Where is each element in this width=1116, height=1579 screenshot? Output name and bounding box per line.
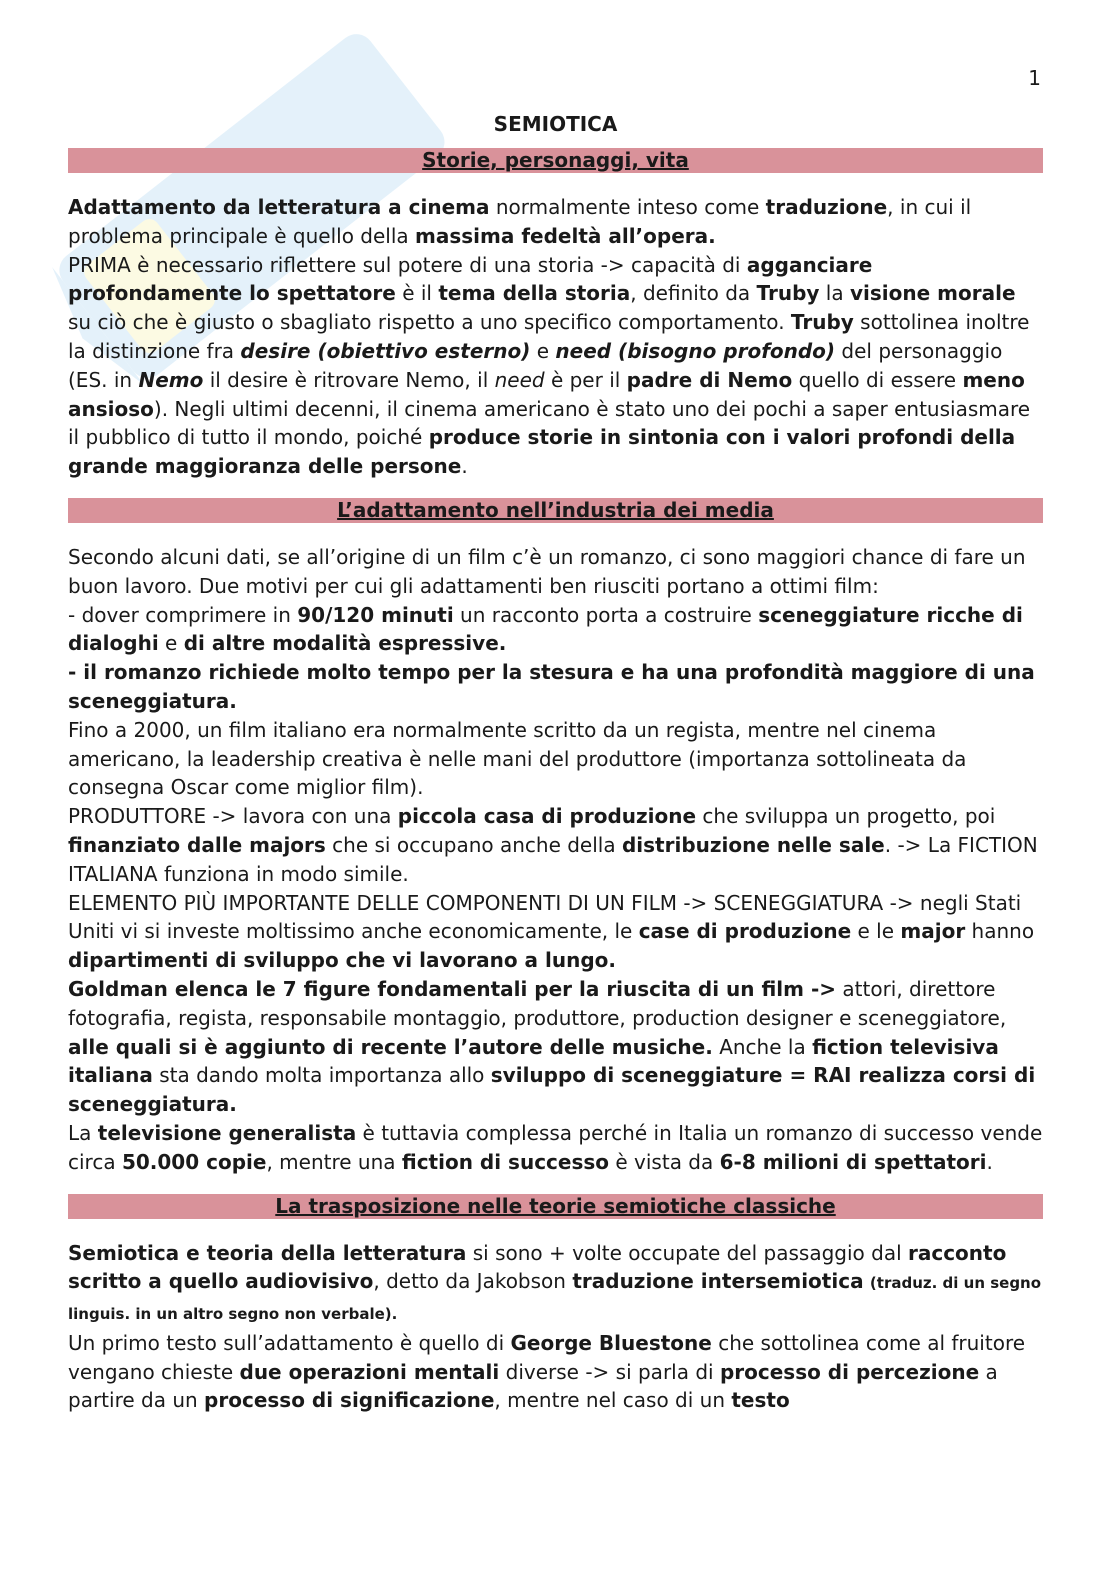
bold-text: produce storie in sintonia con i valori profondi della grande maggioranza delle persone bbox=[68, 425, 1016, 479]
bold-text: visione morale bbox=[849, 281, 1016, 306]
bold-text: due operazioni mentali bbox=[239, 1359, 500, 1384]
text-run: , detto da Jakobson bbox=[373, 1269, 573, 1294]
text-run: il desire è ritrovare Nemo, il bbox=[203, 367, 495, 392]
text-run: è per il bbox=[544, 367, 627, 392]
text-run: che sviluppa un progetto, poi bbox=[696, 804, 996, 829]
bold-text: fiction di successo bbox=[401, 1149, 610, 1174]
bold-text: sviluppo di sceneggiature = RAI realizza corsi di sceneggiatura. bbox=[68, 1063, 1036, 1117]
section-header: La trasposizione nelle teorie semiotiche classiche bbox=[68, 1194, 1043, 1219]
bold-text: alle quali si è aggiunto di recente l’autore delle musiche. bbox=[68, 1034, 713, 1059]
text-run: su ciò che è giusto o sbagliato rispetto a uno specifico comportamento. bbox=[68, 310, 791, 335]
text-run: , in cui il problema principale è quello della bbox=[68, 195, 972, 248]
bold-text: 90/120 minuti bbox=[297, 602, 454, 627]
section-body bbox=[68, 543, 1043, 1177]
bold-text: Goldman elenca le 7 figure fondamentali per la riuscita di un film -> bbox=[68, 976, 837, 1001]
bold-text: agganciare profondamente lo spettatore bbox=[68, 252, 873, 306]
document-title: SEMIOTICA bbox=[493, 112, 618, 136]
text-run: PRODUTTORE -> lavora con una bbox=[68, 804, 398, 829]
paragraph bbox=[68, 658, 1043, 716]
bold-text: (traduz. di un segno linguis. in un altro segno non verbale). bbox=[68, 1274, 1042, 1324]
bold-text: televisione generalista bbox=[97, 1120, 357, 1145]
bold-text: Truby bbox=[790, 310, 854, 335]
bold-text: meno ansioso bbox=[68, 367, 1025, 421]
paragraph bbox=[68, 193, 1043, 251]
text-run: attori, direttore fotografia, regista, responsabile montaggio, produttore, production designer e sceneggiatore, bbox=[68, 976, 1007, 1030]
text-run: - dover comprimere in bbox=[68, 602, 298, 627]
paragraph bbox=[68, 1329, 1043, 1415]
bold-text: piccola casa di produzione bbox=[397, 804, 697, 829]
bold-text: padre di Nemo bbox=[626, 367, 793, 392]
bold-text: traduzione bbox=[765, 195, 888, 219]
bold-text: dipartimenti di sviluppo che vi lavorano a lungo. bbox=[68, 948, 616, 973]
text-run: ). Negli ultimi decenni, il cinema americano è stato uno dei pochi a saper entusiasmare il pubblico di tutto il mondo, poiché bbox=[68, 396, 1031, 450]
text-run: hanno bbox=[965, 919, 1035, 944]
sections-container bbox=[68, 148, 1043, 1415]
text-run: , mentre nel caso di un bbox=[494, 1388, 732, 1413]
text-run: quello di essere bbox=[792, 367, 963, 392]
text-run: che sottolinea come al fruitore vengano chieste bbox=[68, 1330, 1026, 1384]
text-run: . bbox=[461, 454, 468, 479]
text-run: a partire da un bbox=[68, 1359, 998, 1413]
bold-text: processo di significazione bbox=[204, 1388, 495, 1413]
bold-text: Truby bbox=[756, 281, 820, 306]
bold-text: case di produzione bbox=[638, 919, 852, 944]
bold-text: finanziato dalle majors bbox=[68, 832, 326, 857]
paragraph bbox=[68, 1119, 1043, 1177]
text-run: è il bbox=[395, 281, 439, 306]
bold-text: di altre modalità espressive. bbox=[183, 631, 507, 656]
bold-text: - il romanzo richiede molto tempo per la stesura e ha una profondità maggiore di una sceneggiatura. bbox=[68, 660, 1035, 713]
text-run: Anche la bbox=[712, 1034, 813, 1059]
paragraph bbox=[68, 802, 1043, 888]
paragraph bbox=[68, 716, 1043, 802]
text-run: e le bbox=[851, 919, 901, 944]
text-run: e bbox=[530, 338, 556, 363]
bold-text: George Bluestone bbox=[510, 1330, 712, 1355]
text-run: , mentre una bbox=[266, 1149, 402, 1174]
paragraph bbox=[68, 889, 1043, 975]
bold-text: sceneggiature ricche di dialoghi bbox=[68, 602, 1023, 656]
text-run: sottolinea inoltre la distinzione fra bbox=[68, 310, 1030, 363]
text-run: diverse -> si parla di bbox=[499, 1359, 720, 1384]
text-run: è tuttavia complessa perché in Italia un romanzo di successo vende circa bbox=[68, 1120, 1043, 1174]
text-run: Fino a 2000, un film italiano era normalmente scritto da un regista, mentre nel cinema americano, la leadership creativa è nelle mani del produttore (importanza sottolineata da consegna Oscar come miglior film). bbox=[68, 717, 967, 800]
bold-text: need (bisogno profondo) bbox=[555, 338, 836, 363]
text-run: normalmente inteso come bbox=[489, 195, 766, 219]
paragraph bbox=[68, 601, 1043, 659]
page-number: 1 bbox=[1028, 66, 1041, 90]
text-run: e bbox=[158, 631, 184, 656]
document-body bbox=[68, 112, 1043, 1432]
bold-text: 50.000 copie bbox=[121, 1149, 267, 1174]
text-run: PRIMA è necessario riflettere sul potere di una storia -> capacità di bbox=[68, 252, 747, 277]
bold-text: racconto scritto a quello audiovisivo bbox=[68, 1240, 1007, 1294]
section-body bbox=[68, 1239, 1043, 1416]
bold-text: Adattamento da letteratura a cinema bbox=[68, 195, 490, 219]
text-run: . bbox=[986, 1149, 993, 1174]
bold-text: distribuzione nelle sale bbox=[621, 832, 885, 857]
text-run: è vista da bbox=[609, 1149, 720, 1174]
paragraph bbox=[68, 1239, 1043, 1329]
text-run: la bbox=[819, 281, 850, 306]
section-header: L’adattamento nell’industria dei media bbox=[68, 498, 1043, 523]
bold-text: desire (obiettivo esterno) bbox=[240, 338, 531, 363]
bold-text: Semiotica e teoria della letteratura bbox=[68, 1240, 467, 1265]
text-run: Secondo alcuni dati, se all’origine di un film c’è un romanzo, ci sono maggiori chance di fare un buon lavoro. Due motivi per cui gli adattamenti ben riusciti portano a ottimi film: bbox=[68, 544, 1026, 598]
section-body bbox=[68, 193, 1043, 481]
text-run: sta dando molta importanza allo bbox=[152, 1063, 491, 1088]
text-run: ELEMENTO PIÙ IMPORTANTE DELLE COMPONENTI DI UN FILM -> SCENEGGIATURA -> negli Stati Uniti vi si investe moltissimo anche economicamente, le bbox=[68, 890, 1022, 944]
bold-text: traduzione intersemiotica bbox=[572, 1269, 864, 1294]
text-run: che si occupano anche della bbox=[325, 832, 622, 857]
text-run: del personaggio (ES. in bbox=[68, 338, 1003, 392]
bold-text: processo di percezione bbox=[719, 1359, 980, 1384]
text-run: un racconto porta a costruire bbox=[453, 602, 759, 627]
bold-text: testo bbox=[731, 1388, 790, 1413]
section-header: Storie, personaggi, vita bbox=[68, 148, 1043, 173]
bold-text: major bbox=[900, 919, 966, 944]
paragraph bbox=[68, 543, 1043, 601]
text-run: si sono + volte occupate del passaggio dal bbox=[466, 1240, 908, 1265]
bold-text: tema della storia bbox=[438, 281, 631, 306]
text-run: need bbox=[494, 367, 545, 392]
bold-text: 6-8 milioni di spettatori bbox=[719, 1149, 987, 1174]
paragraph bbox=[68, 251, 1043, 481]
paragraph bbox=[68, 975, 1043, 1119]
bold-text: Nemo bbox=[138, 367, 204, 392]
text-run: , definito da bbox=[630, 281, 757, 306]
text-run: . -> La FICTION ITALIANA funziona in modo simile. bbox=[68, 832, 1038, 886]
bold-text: massima fedeltà all’opera. bbox=[415, 223, 716, 248]
text-run: Un primo testo sull’adattamento è quello di bbox=[68, 1330, 511, 1355]
bold-text: fiction televisiva italiana bbox=[68, 1034, 999, 1088]
text-run: La bbox=[68, 1120, 98, 1145]
